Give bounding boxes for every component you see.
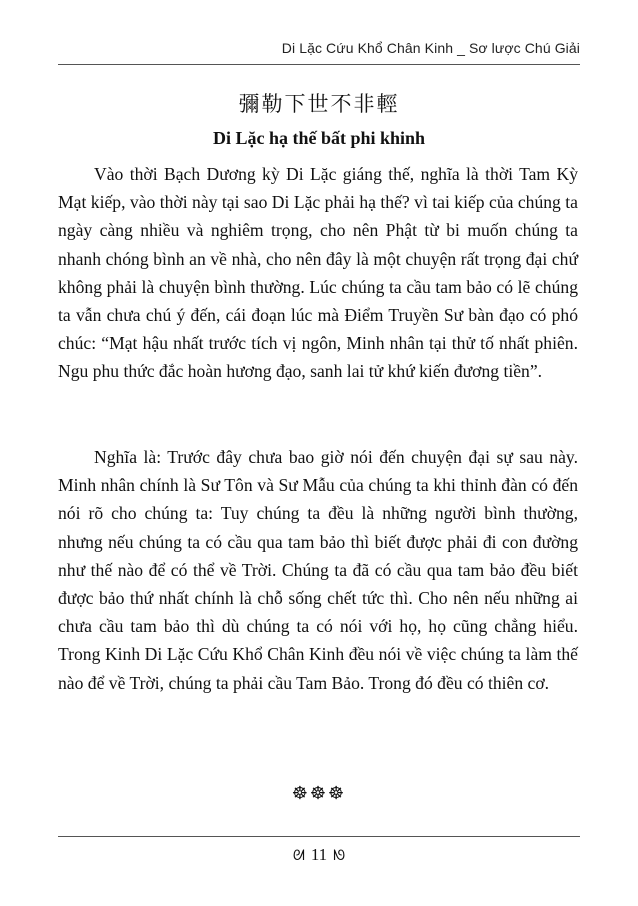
dharma-wheel-ornament: ☸☸☸ xyxy=(291,783,347,804)
header-divider xyxy=(58,64,580,65)
running-header: Di Lặc Cứu Khổ Chân Kinh _ Sơ lược Chú Giải xyxy=(281,40,580,56)
paragraph: Vào thời Bạch Dương kỳ Di Lặc giáng thế, nghĩa là thời Tam Kỳ Mạt kiếp, vào thời này tại sao Di Lặc phải hạ thế? vì tai kiếp của chúng ta ngày càng nhiều và nghiêm trọng, cho nên Phật từ bi muốn chúng ta nhanh chóng bình an về nhà, cho nên đây là một chuyện rất trọng đại chứ không phải là chuyện bình thường. Lúc chúng ta cầu tam bảo có lẽ chúng ta vẫn chưa chú ý đến, cái đoạn lúc mà Điểm Truyền Sư bàn đạo có phó chúc: “Mạt hậu nhất trước tích vị ngôn, Minh nhân tại thử tố nhất phiên. Ngu phu thức đắc hoàn hương đạo, sanh lai tử khứ kiến đương tiền”. xyxy=(58,164,578,382)
footer-divider xyxy=(58,836,580,837)
page-footer xyxy=(0,845,638,865)
page-number: 11 xyxy=(310,845,328,864)
paragraph: Nghĩa là: Trước đây chưa bao giờ nói đến chuyện đại sự sau này. Minh nhân chính là Sư Tôn và Sư Mẫu của chúng ta khi thỉnh đàn có đến nói rõ cho chúng ta: Tuy chúng ta đều là những người bình thường, nhưng nếu chúng ta có cầu qua tam bảo thì biết được phải đi con đường như thế nào để có thể về Trời. Chúng ta đã có cầu qua tam bảo đều biết được bảo thứ nhất chính là chỗ sống chết tức thì. Cho nên nếu những ai chưa cầu tam bảo thì dù chúng ta có nói với họ, họ cũng chẳng hiểu. Trong Kinh Di Lặc Cứu Khổ Chân Kinh đều nói về việc chúng ta làm thế nào để về Trời, chúng ta phải cầu Tam Bảo. Trong đó đều có thiên cơ. xyxy=(58,447,578,693)
right-flourish-icon: ᘚ xyxy=(333,848,346,864)
left-flourish-icon: ᘛ xyxy=(292,848,305,864)
section-title-vietnamese: Di Lặc hạ thế bất phi khinh xyxy=(212,128,426,148)
section-title-chinese: 彌勒下世不非輕 xyxy=(238,92,400,116)
